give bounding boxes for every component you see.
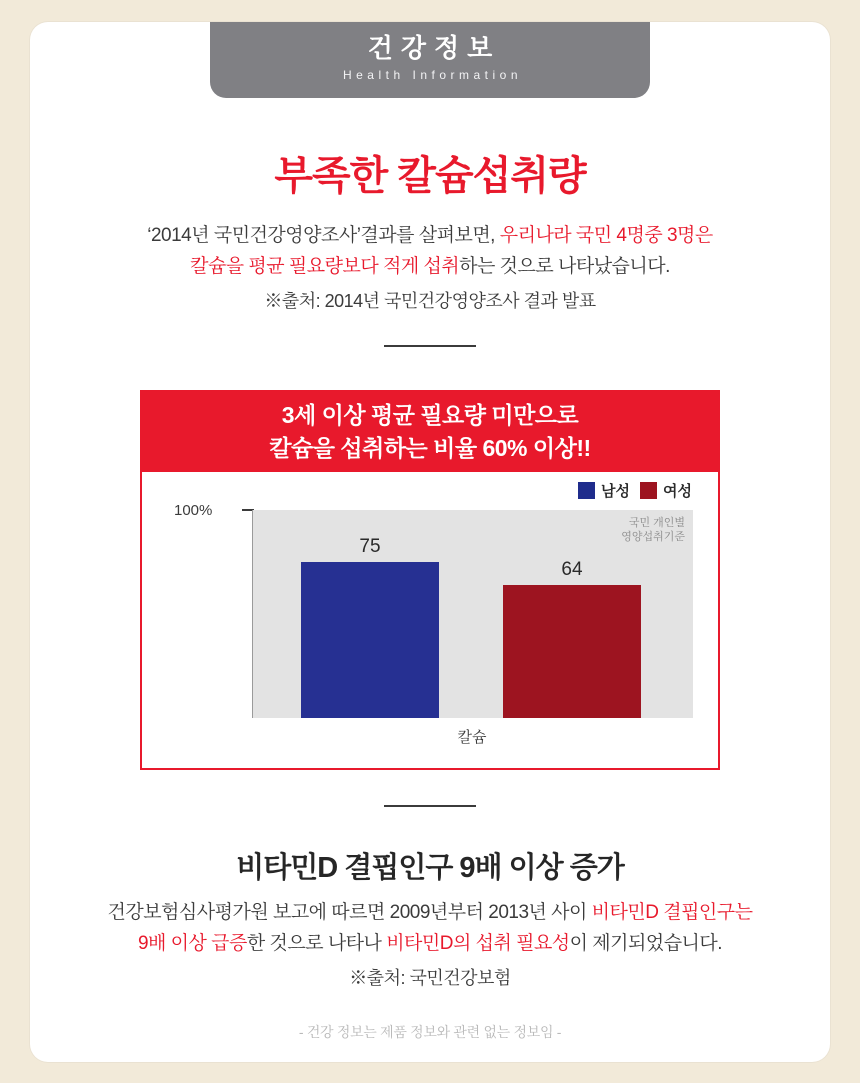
lead-text-1: ‘2014년 국민건강영양조사’결과를 살펴보면, bbox=[147, 225, 500, 246]
legend-item-female bbox=[640, 480, 692, 501]
legend-item-male bbox=[578, 480, 630, 501]
plot-annotation bbox=[621, 516, 685, 544]
section1-title: 부족한 칼슘섭취량 bbox=[274, 154, 586, 198]
section1-source: ※출처: 2014년 국민건강영양조사 결과 발표 bbox=[264, 291, 596, 311]
body2-highlight-1: 비타민D 결핍인구는 bbox=[591, 902, 753, 923]
body2-text-1: 건강보험심사평가원 보고에 따르면 2009년부터 2013년 사이 bbox=[107, 902, 592, 923]
section1-lead bbox=[30, 220, 830, 317]
section2-body bbox=[30, 897, 830, 994]
chart-banner-line2: 칼슘을 섭취하는 비율 60% 이상!! bbox=[269, 435, 591, 461]
section2-title: 비타민D 결핍인구 9배 이상 증가 bbox=[236, 852, 624, 884]
body2-highlight-2: 9배 이상 급증 bbox=[137, 933, 247, 954]
x-axis-label: 칼슘 bbox=[457, 729, 487, 746]
divider-bottom bbox=[384, 805, 476, 807]
plot-annotation-line2: 영양섭취기준 bbox=[621, 531, 685, 543]
info-card bbox=[30, 22, 830, 1062]
body2-highlight-3: 비타민D의 섭취 필요성 bbox=[386, 933, 570, 954]
legend-swatch-male-icon bbox=[578, 482, 595, 499]
body2-text-3: 이 제기되었습니다. bbox=[569, 933, 723, 954]
calcium-chart bbox=[140, 390, 720, 770]
y-axis-tick-label: 100% bbox=[174, 502, 213, 519]
lead-highlight-2: 칼슘을 평균 필요량보다 적게 섭취 bbox=[190, 256, 460, 277]
legend-label-female: 여성 bbox=[663, 483, 692, 500]
chart-legend bbox=[578, 480, 692, 501]
legend-label-male: 남성 bbox=[601, 483, 631, 500]
bar-female bbox=[503, 585, 641, 718]
page-title: 건강정보 bbox=[367, 33, 501, 63]
body2-text-2: 한 것으로 나타나 bbox=[246, 933, 387, 954]
plot-annotation-line1: 국민 개인별 bbox=[628, 517, 685, 529]
bar-male bbox=[301, 562, 439, 718]
bar-value-female: 64 bbox=[561, 559, 583, 580]
plot-area bbox=[252, 510, 693, 718]
lead-highlight-1: 우리나라 국민 4명중 3명은 bbox=[499, 225, 713, 246]
divider-top bbox=[384, 345, 476, 347]
page-subtitle: Health Information bbox=[342, 68, 523, 82]
chart-banner-line1: 3세 이상 평균 필요량 미만으로 bbox=[281, 402, 579, 428]
bar-value-male: 75 bbox=[359, 536, 381, 557]
footnote: - 건강 정보는 제품 정보와 관련 없는 정보임 - bbox=[298, 1024, 562, 1040]
lead-text-2: 하는 것으로 나타났습니다. bbox=[459, 256, 670, 277]
header-tab bbox=[210, 22, 650, 98]
chart-banner bbox=[142, 392, 718, 472]
section2-source: ※출처: 국민건강보험 bbox=[349, 968, 511, 988]
legend-swatch-female-icon bbox=[640, 482, 657, 499]
